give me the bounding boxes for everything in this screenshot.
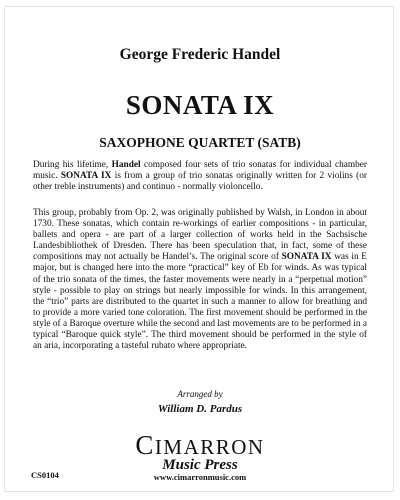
- text-run: SONATA IX: [281, 252, 332, 263]
- text-run: is from a group of trio sonatas originally written for 2 violins (or other treble instruments) and continuo - normally violoncello.: [33, 171, 368, 193]
- publisher-subtitle: Music Press: [162, 457, 238, 473]
- publisher-logo: [0, 430, 400, 482]
- instrumentation: SAXOPHONE QUARTET (SATB): [99, 135, 301, 150]
- catalog-code: CS0104: [31, 470, 59, 480]
- text-run: During his lifetime,: [33, 160, 112, 170]
- text-run: Handel: [111, 160, 141, 170]
- publisher-name: CIMARRON: [135, 430, 265, 460]
- text-run: composed four sets of trio sonatas for individual chamber music.: [33, 160, 367, 182]
- arranged-by-label: Arranged by: [177, 389, 223, 399]
- composer-name: George Frederic Handel: [119, 46, 281, 63]
- description-paragraph-2: [33, 208, 367, 352]
- text-run: SONATA IX: [60, 171, 112, 182]
- publisher-url: www.cimarronmusic.com: [153, 472, 247, 482]
- text-run: was in E major, but is changed here into the more “practical” key of Eb for winds. As was typical of the trio sonata of the times, the faster movements were nearly in a “perpetual motion” style - possible to play on strings but nearly impossible for winds. In this arrangement, the “trio” parts are distributed to the quartet in such a manner to allow for breathing and to provide a more varied tone coloration. The first movement should be performed in the style of a Baroque overture while the second and last movements are to be performed in a typical “Baroque quick style”. The third movement should be performed in the style of an aria, incorporating a tasteful rubato where appropriate.: [33, 252, 367, 352]
- text-run: This group, probably from Op. 2, was originally published by Walsh, in London in about 1730. These sonatas, which contain re-workings of earlier compositions - in particular, ballets and opera - are part of a larger collection of works held in the Sachsische Landesbibliothek of Dresden. There has been speculation that, in fact, some of these compositions may not actually be Handel’s. The original score of: [33, 208, 367, 263]
- piece-title: SONATA IX: [125, 90, 275, 120]
- description-paragraph-1: [33, 160, 367, 193]
- arranger-name: William D. Pardus: [157, 403, 243, 415]
